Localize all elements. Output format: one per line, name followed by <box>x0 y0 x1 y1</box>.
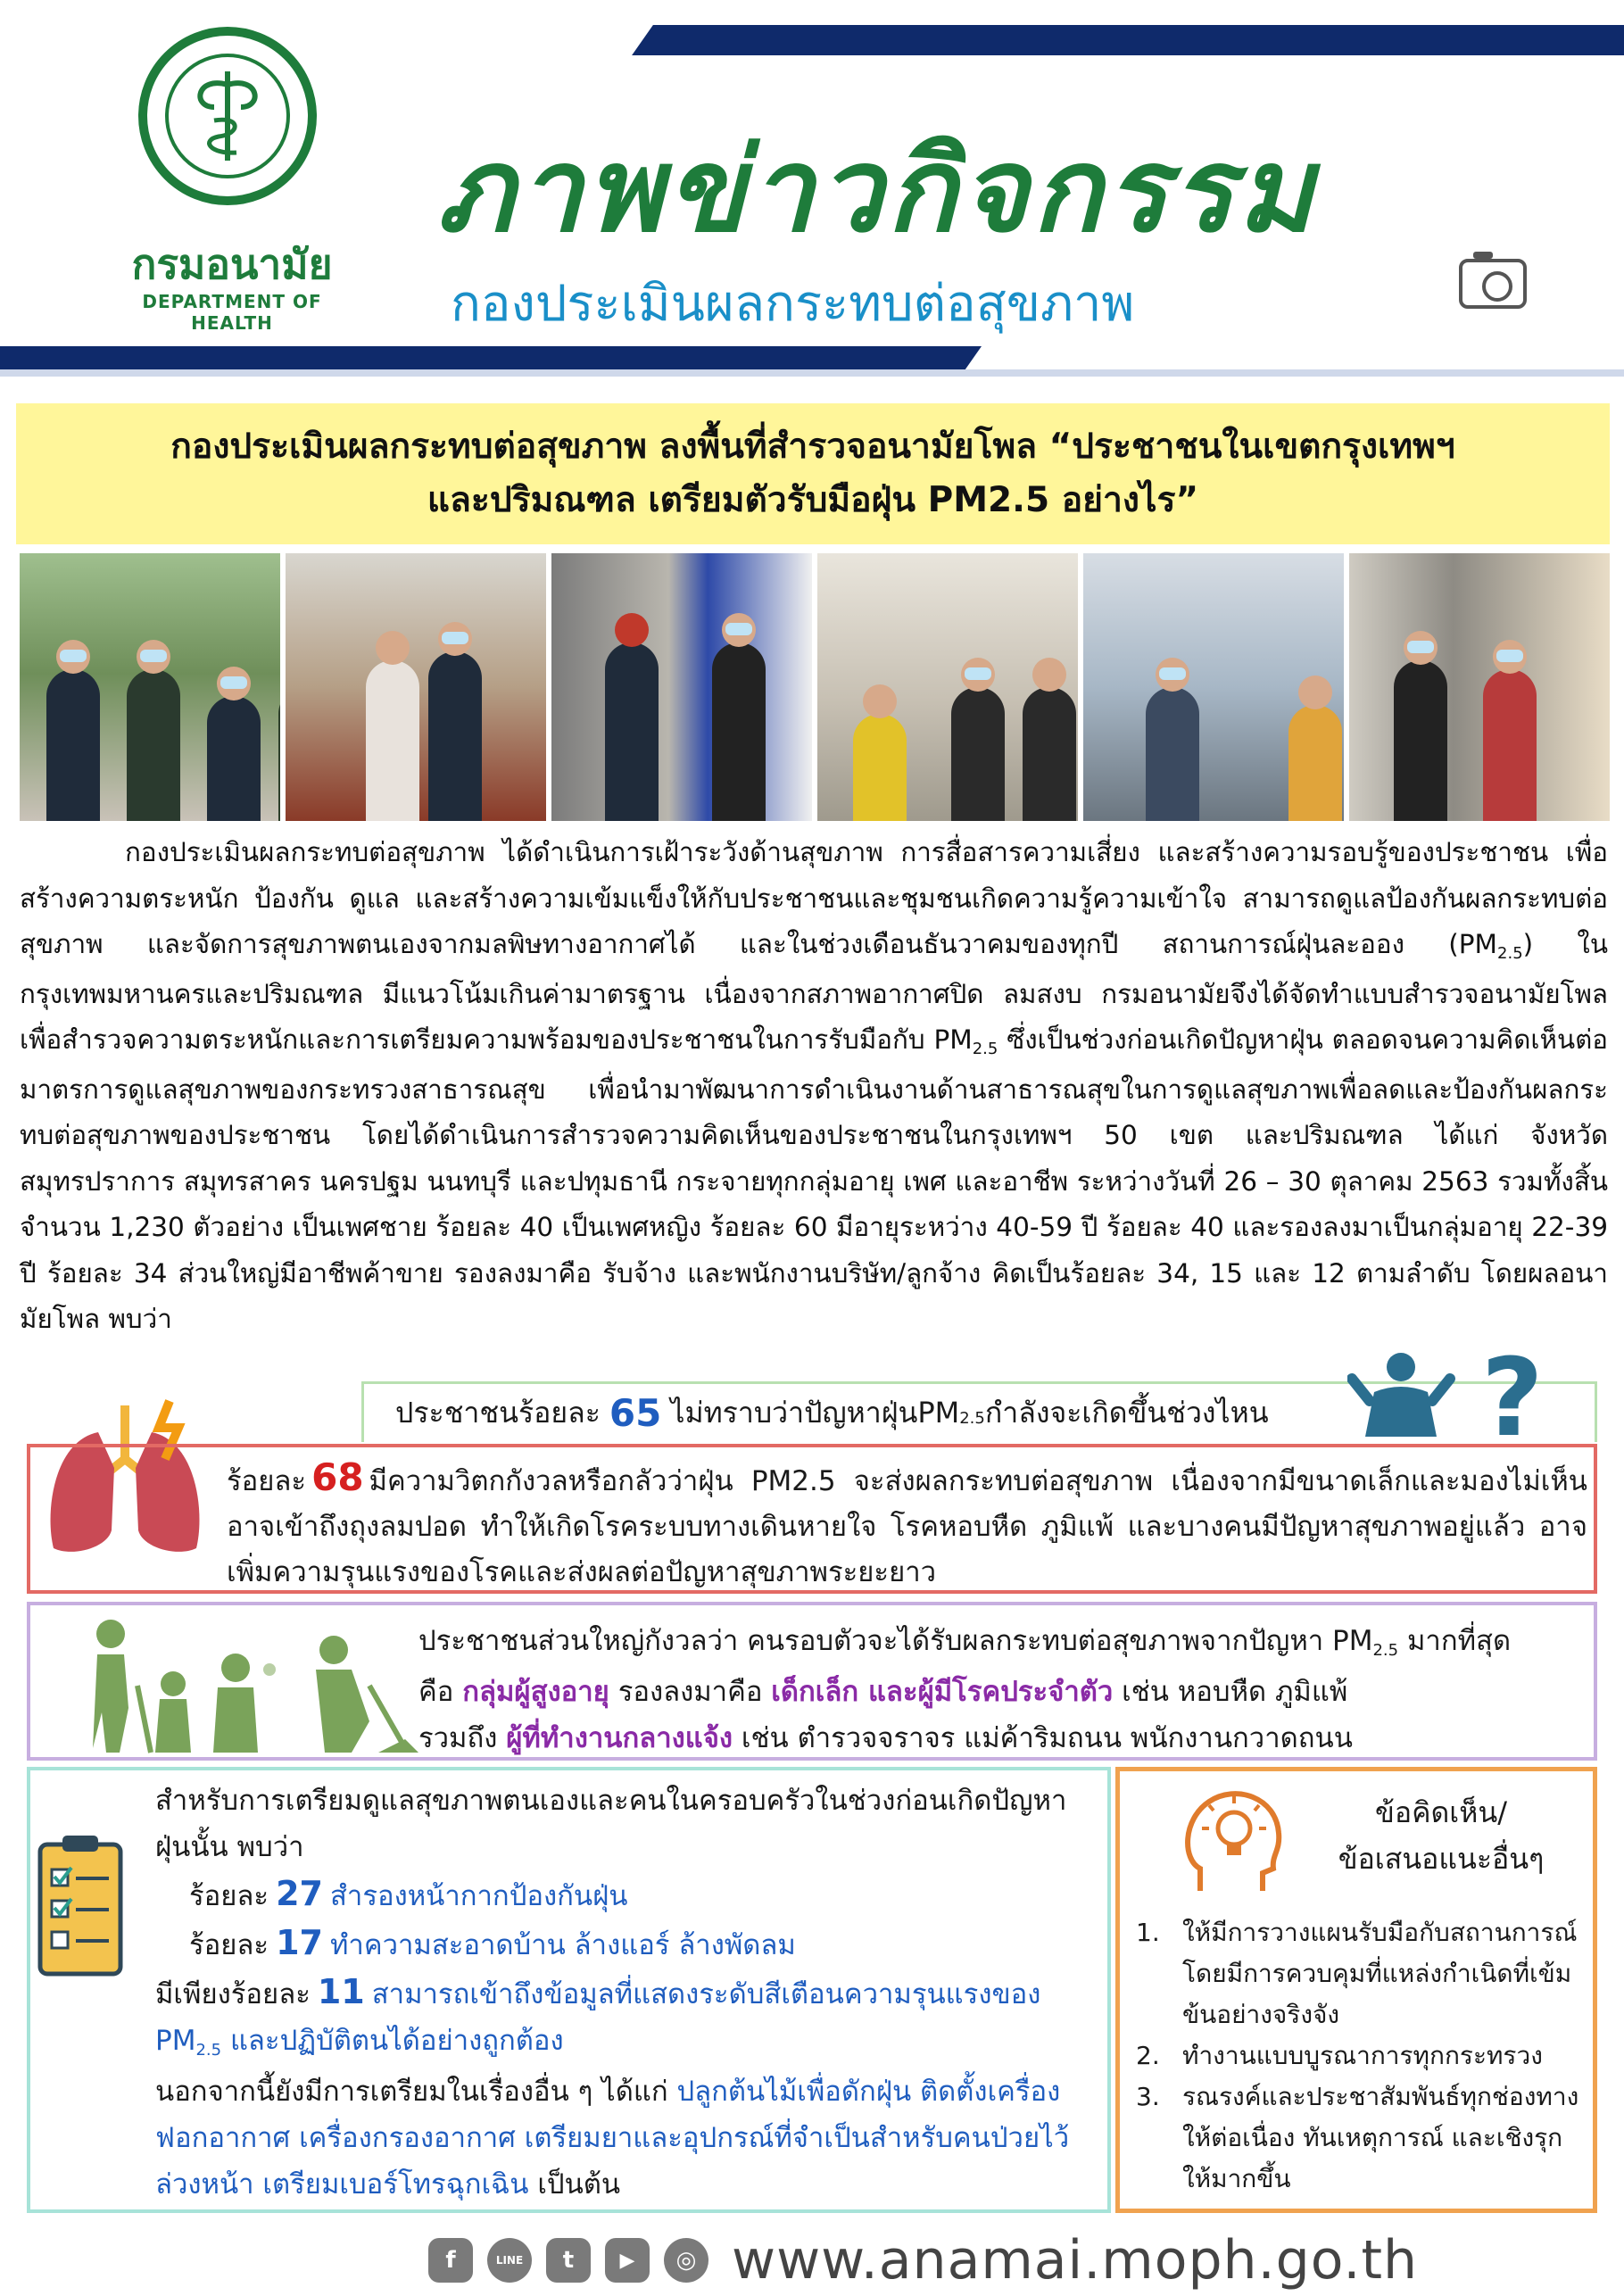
stat-68-box: ร้อยละ 68 มีความวิตกกังวลหรือกลัวว่าฝุ่น PM2.5 จะส่งผลกระทบต่อสุขภาพ เนื่องจากมีขนาดเล็กและมองไม่เห็น อาจเข้าถึงถุงลมปอด ทำให้เกิดโรคระบบทางเดินหายใจ โรคหอบหืด ภูมิแพ้ และบางคนมีปัญหาสุขภาพอยู่แล้ว อาจเพิ่มความรุนแรงของโรคและส่งผลต่อปัญหาสุขภาพระยะยาว <box>27 1444 1597 1594</box>
page-subtitle: กองประเมินผลกระทบต่อสุขภาพ <box>451 275 1135 333</box>
camera-icon <box>1459 259 1527 309</box>
headline-line-2: และปริมณฑล เตรียมตัวรับมือฝุ่น PM2.5 อย่างไร” <box>427 480 1199 520</box>
facebook-icon[interactable]: f <box>428 2238 473 2283</box>
department-logo <box>89 27 357 334</box>
line-icon[interactable]: LINE <box>487 2238 532 2283</box>
svg-text:?: ? <box>1481 1347 1544 1446</box>
stat-65-box: ประชาชนร้อยละ 65 ไม่ทราบว่าปัญหาฝุ่นPM $_{2.5}$ กำลังจะเกิดขึ้นช่วงไหน <box>361 1381 1597 1442</box>
top-stripe <box>632 25 1624 55</box>
youtube-icon[interactable]: ▶ <box>605 2238 650 2283</box>
header-banner <box>0 0 1624 393</box>
person-question-icon <box>1347 1347 1579 1446</box>
prep-stat-11: 11 <box>317 1972 365 2011</box>
bottom-stripe <box>0 346 982 369</box>
page-title: ภาพข่าวกิจกรรม <box>437 122 1318 258</box>
prep-stat-17: 17 <box>276 1923 323 1962</box>
headline-box <box>16 403 1610 544</box>
activity-photo <box>1083 553 1344 821</box>
comments-title-2: ข้อเสนอแนะอื่นๆ <box>1338 1842 1545 1876</box>
comments-list <box>1136 1912 1587 2200</box>
activity-photo <box>286 553 546 821</box>
prep-intro: สำหรับการเตรียมดูแลสุขภาพตนเองและคนในครอบครัวในช่วงก่อนเกิดปัญหาฝุ่นนั้น พบว่า <box>155 1785 1067 1863</box>
comments-box <box>1115 1767 1597 2213</box>
idea-head-icon <box>1173 1784 1289 1900</box>
prep-other-items: ปลูกต้นไม้เพื่อดักฝุ่น ติดตั้งเครื่องฟอกอากาศ เครื่องกรองอากาศ เตรียมยาและอุปกรณ์ที่จำเป็นสำหรับคนป่วยไว้ล่วงหน้า เตรียมเบอร์โทรฉุกเฉิน <box>155 2076 1070 2201</box>
activity-photo <box>817 553 1078 821</box>
group-children-chronic: เด็กเล็ก และผู้มีโรคประจำตัว <box>771 1676 1114 1708</box>
website-url-link[interactable]: www.anamai.moph.go.th <box>732 2229 1419 2292</box>
list-item: 2. ทำงานแบบบูรณาการทุกกระทรวง <box>1136 2041 1543 2070</box>
activity-photo <box>551 553 812 821</box>
prep-stat-27: 27 <box>276 1874 323 1913</box>
list-item: 3. รณรงค์และประชาสัมพันธ์ทุกช่องทางให้ต่อเนื่อง ทันเหตุการณ์ และเชิงรุกให้มากขึ้น <box>1136 2082 1579 2193</box>
twitter-icon[interactable]: t <box>546 2238 591 2283</box>
activity-photo <box>1349 553 1610 821</box>
logo-thai-name: กรมอนามัย <box>131 240 333 288</box>
activity-photo <box>20 553 280 821</box>
website-icon[interactable]: ◎ <box>664 2238 708 2283</box>
comments-title-1: ข้อคิดเห็น/ <box>1375 1795 1507 1829</box>
group-elderly: กลุ่มผู้สูงอายุ <box>462 1676 609 1708</box>
divider-stripe <box>0 369 1624 377</box>
risk-groups-box: ประชาชนส่วนใหญ่กังวลว่า คนรอบตัวจะได้รับผลกระทบต่อสุขภาพจากปัญหา $PM_{2.5}$ มากที่สุด คือ กลุ่มผู้สูงอายุ รองลงมาคือ เด็กเล็ก และผู้มีโรคประจำตัว เช่น หอบหืด ภูมิแพ้ รวมถึง ผู้ที่ทำงานกลางแจ้ง เช่น ตำรวจจราจร แม่ค้าริมถนน พนักงานกวาดถนน <box>27 1602 1597 1761</box>
headline-line-1: กองประเมินผลกระทบต่อสุขภาพ ลงพื้นที่สำรวจอนามัยโพล “ประชาชนในเขตกรุงเทพฯ <box>170 427 1455 467</box>
group-outdoor-workers: ผู้ที่ทำงานกลางแจ้ง <box>506 1722 733 1754</box>
preparation-box: สำหรับการเตรียมดูแลสุขภาพตนเองและคนในครอบครัวในช่วงก่อนเกิดปัญหาฝุ่นนั้น พบว่า ร้อยละ 27 สำรองหน้ากากป้องกันฝุ่น ร้อยละ 17 ทำความสะอาดบ้าน ล้างแอร์ ล้างพัดลม มีเพียงร้อยละ 11 สามารถเข้าถึงข้อมูลที่แสดงระดับสีเตือนความรุนแรงของ $PM_{2.5}$ และปฏิบัติตนได้อย่างถูกต้อง นอกจากนี้ยังมีการเตรียมในเรื่องอื่น ๆ ได้แก่ ปลูกต้นไม้เพื่อดักฝุ่น ติดตั้งเครื่องฟอกอากาศ เครื่องกรองอากาศ เตรียมยาและอุปกรณ์ที่จำเป็นสำหรับคนป่วยไว้ล่วงหน้า เตรียมเบอร์โทรฉุกเฉิน เป็นต้น <box>27 1767 1111 2213</box>
logo-english-name: DEPARTMENT OF HEALTH <box>142 291 322 334</box>
stat-68-value: 68 <box>311 1455 364 1499</box>
risk-groups-icon <box>66 1614 423 1757</box>
body-paragraph: กองประเมินผลกระทบต่อสุขภาพ ได้ดำเนินการเฝ้าระวังด้านสุขภาพ การสื่อสารความเสี่ยง และสร้างความรอบรู้ของประชาชน เพื่อสร้างความตระหนัก ป้องกัน ดูแล และสร้างความเข้มแข็งให้กับประชาชนและชุมชนเกิดความรู้ความเข้าใจ สามารถดูแลป้องกันผลกระทบต่อสุขภาพ และจัดการสุขภาพตนเองจากมลพิษทางอากาศได้ และในช่วงเดือนธันวาคมของทุกปี สถานการณ์ฝุ่นละออง $(PM_{2.5})$ ในกรุงเทพมหานครและปริมณฑล มีแนวโน้มเกินค่ามาตรฐาน เนื่องจากสภาพอากาศปิด ลมสงบ กรมอนามัยจึงได้จัดทำแบบสำรวจอนามัยโพล เพื่อสำรวจความตระหนักและการเตรียมความพร้อมของประชาชนในการรับมือกับ $PM_{2.5}$ ซึ่งเป็นช่วงก่อนเกิดปัญหาฝุ่น ตลอดจนความคิดเห็นต่อมาตรการดูแลสุขภาพของกระทรวงสาธารณสุข เพื่อนำมาพัฒนาการดำเนินงานด้านสาธารณสุขในการดูแลสุขภาพเพื่อลดและป้องกันผลกระทบต่อสุขภาพของประชาชน โดยได้ดำเนินการสำรวจความคิดเห็นของประชาชนในกรุงเทพฯ 50 เขต และปริมณฑล ได้แก่ จังหวัดสมุทรปราการ สมุทรสาคร นครปฐม นนทบุรี และปทุมธานี กระจายทุกกลุ่มอายุ เพศ และอาชีพ ระหว่างวันที่ 26 – 30 ตุลาคม 2563 รวมทั้งสิ้น จำนวน 1,230 ตัวอย่าง เป็นเพศชาย ร้อยละ 40 เป็นเพศหญิง ร้อยละ 60 มีอายุระหว่าง 40-59 ปี ร้อยละ 40 และรองลงมาเป็นกลุ่มอายุ 22-39 ปี ร้อยละ 34 ส่วนใหญ่มีอาชีพค้าขาย รองลงมาคือ รับจ้าง และพนักงานบริษัท/ลูกจ้าง คิดเป็นร้อยละ 34, 15 และ 12 ตามลำดับ โดยผลอนามัยโพล พบว่า <box>20 837 1609 1334</box>
stat-65-value: 65 <box>609 1391 662 1435</box>
footer <box>0 2222 1624 2296</box>
ministry-seal-icon <box>138 27 317 205</box>
photo-strip <box>20 553 1610 821</box>
list-item: 1. ให้มีการวางแผนรับมือกับสถานการณ์ โดยมีการควบคุมที่แหล่งกำเนิดที่เข้มข้นอย่างจริงจัง <box>1136 1918 1578 2029</box>
